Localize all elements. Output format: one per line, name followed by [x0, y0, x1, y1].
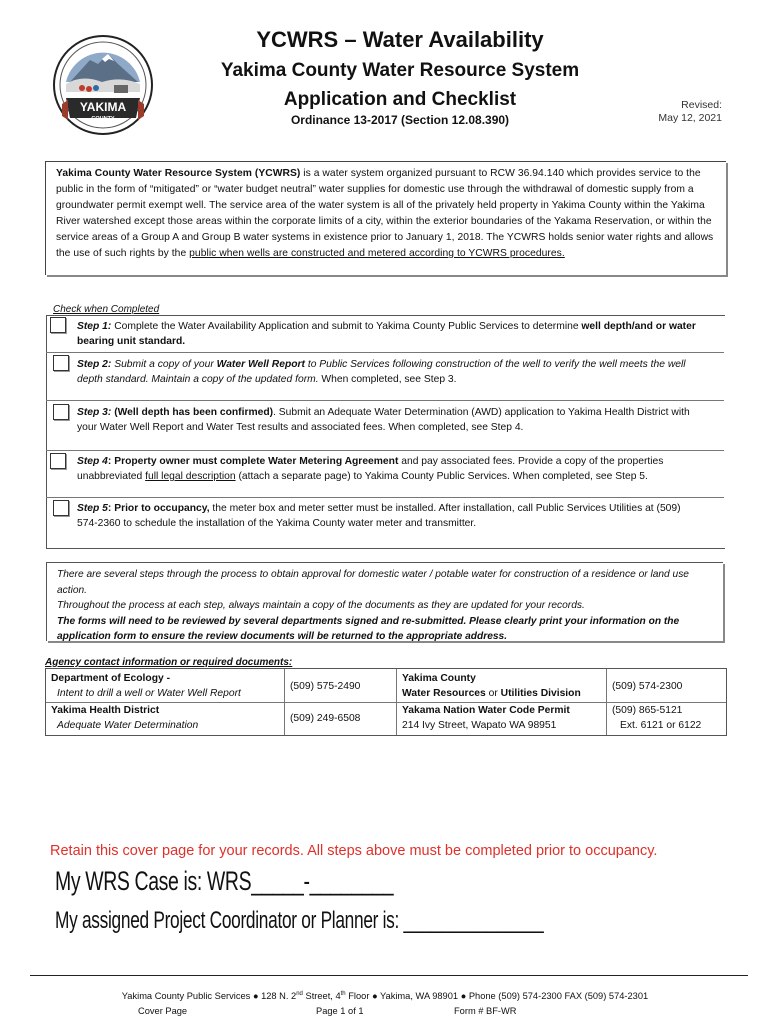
footer-page-number: Page 1 of 1: [316, 1006, 364, 1016]
intro-box: [45, 161, 726, 275]
step-divider: [46, 497, 724, 498]
revised-label: Revised:: [681, 99, 722, 111]
step-5-checkbox[interactable]: [53, 500, 69, 516]
step-2-text: Step 2: Submit a copy of your Water Well Report to Public Services following construction of the well to verify the well meets the well depth standard. Maintain a copy of the updated form. When completed, see Step 3.: [77, 359, 686, 385]
footer-address: Yakima County Public Services ● 128 N. 2nd Street, 4th Floor ● Yakima, WA 98901 ● Phone (509) 574-2300 FAX (509) 574-2301: [121, 991, 649, 1002]
footer-form-number: Form # BF-WR: [454, 1006, 517, 1016]
step-1-checkbox[interactable]: [50, 317, 66, 333]
wrs-case-line: My WRS Case is: WRS_____-________: [55, 866, 394, 896]
step-divider: [46, 352, 724, 353]
notice-box: [46, 562, 723, 641]
step-4-checkbox[interactable]: [50, 453, 66, 469]
agency-contact-label: Agency contact information or required documents:: [45, 657, 293, 668]
svg-text:COUNTY: COUNTY: [91, 116, 115, 122]
notice-text: There are several steps through the process to obtain approval for domestic water / potable water for construction of a residence or land use action. Throughout the process at each step, always maintain a copy of the documents as they are updated for your records. The forms will need to be reviewed by several departments signed and re-submitted. Please clearly print your information on the application form to ensure the review documents will be returned to the appropriate address.: [57, 569, 689, 642]
step-divider: [46, 450, 724, 451]
svg-text:YAKIMA: YAKIMA: [79, 100, 127, 114]
step-1-text: Step 1: Complete the Water Availability Application and submit to Yakima County Public Services to determine well depth/and or water bearing unit standard.: [77, 321, 696, 347]
retain-notice: Retain this cover page for your records. All steps above must be completed prior to occupancy.: [50, 843, 658, 859]
footer-cover-page: Cover Page: [138, 1006, 188, 1016]
step-3-text: Step 3: (Well depth has been confirmed). Submit an Adequate Water Determination (AWD) application to Yakima Health District with your Water Well Report and Water Test results and associated fees. When completed, see Step 4.: [77, 407, 690, 433]
document-title: YCWRS – Water Availability: [256, 27, 544, 52]
check-when-completed-label: Check when Completed: [53, 304, 160, 315]
footer-divider: [30, 975, 748, 976]
revised-date: May 12, 2021: [658, 112, 722, 124]
health-district-contact: Yakima Health District Adequate Water Determination: [51, 705, 199, 731]
yakama-nation-contact: Yakama Nation Water Code Permit 214 Ivy Street, Wapato WA 98951: [402, 705, 570, 731]
step-divider: [46, 400, 724, 401]
document-subtitle-2: Application and Checklist: [283, 89, 517, 110]
intro-paragraph: Yakima County Water Resource System (YCWRS) is a water system organized pursuant to RCW 36.94.140 which provides service to the public in the form of “mitigated” or “water budget neutral” water supplies for domestic use through the withdrawal of domestic supply from a groundwater permit exempt well. The service area of the water system is all of the privately held property in Yakima County within the Yakima River watershed except those areas within the corporate limits of a city, within the exterior boundaries of the Yakama Reservation, or within the service areas of a Group A and Group B water systems in existence prior to January 1, 2018. The YCWRS holds senior water rights and allows the use of such rights by the public when wells are constructed and metered according to YCWRS procedures.: [56, 168, 714, 259]
document-subtitle: Yakima County Water Resource System: [220, 60, 580, 81]
step-4-text: Step 4: Property owner must complete Water Metering Agreement and pay associated fees. Provide a copy of the properties unabbreviated full legal description (attach a separate page) to Yakima County Public Services. When completed, see Step 5.: [77, 456, 664, 482]
agency-contact-table: [45, 668, 727, 736]
ecology-contact: Department of Ecology - Intent to drill a well or Water Well Report: [51, 673, 241, 699]
yakima-county-logo: [52, 34, 154, 136]
yakima-county-water-contact: Yakima County Water Resources or Utilities Division: [402, 673, 581, 699]
step-5-text: Step 5: Prior to occupancy, the meter box and meter setter must be installed. After installation, call Public Services Utilities at (509) 574-2360 to schedule the installation of the Yakima County water meter and transmitter.: [77, 503, 681, 529]
step-3-checkbox[interactable]: [53, 404, 69, 420]
planner-line: My assigned Project Coordinator or Planner is: _______________: [55, 907, 544, 934]
yakama-nation-phone: (509) 865-5121 Ext. 6121 or 6122: [612, 705, 702, 731]
step-2-checkbox[interactable]: [53, 355, 69, 371]
ordinance-reference: Ordinance 13-2017 (Section 12.08.390): [290, 113, 510, 127]
ecology-phone: (509) 575-2490: [290, 681, 361, 692]
health-district-phone: (509) 249-6508: [290, 713, 361, 724]
yakima-county-water-phone: (509) 574-2300: [612, 681, 683, 692]
